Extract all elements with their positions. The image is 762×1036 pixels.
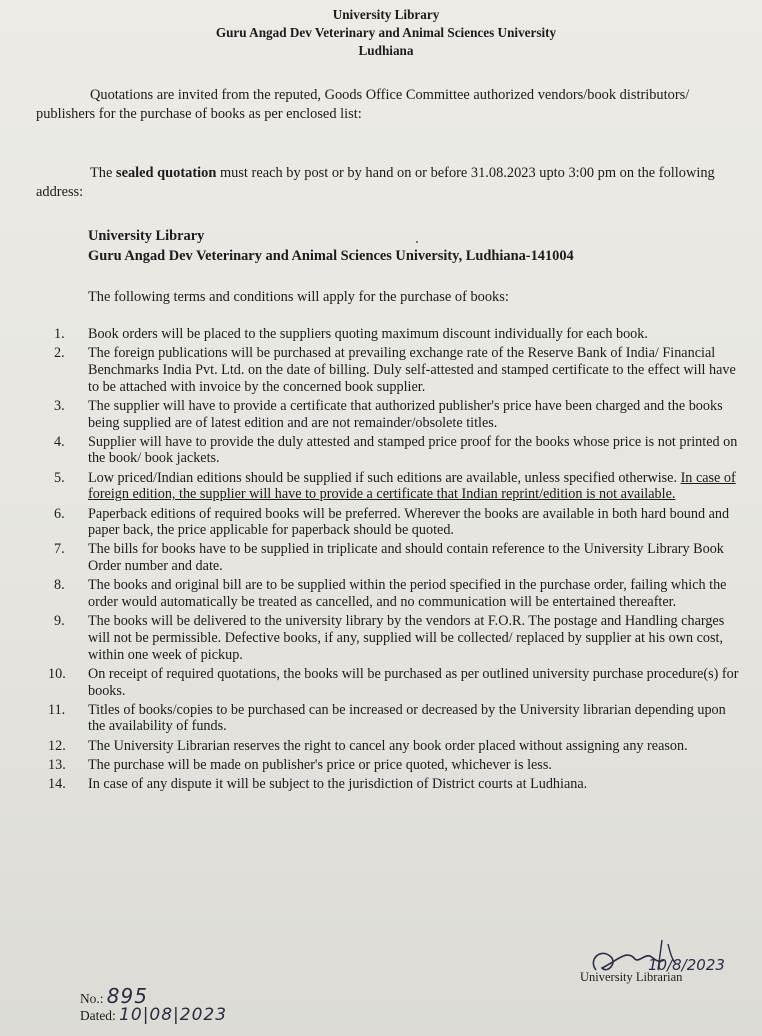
term-number: 3. (54, 397, 65, 414)
term-item (40, 398, 740, 431)
reference-number-value: 895 (106, 984, 148, 1008)
document-header (0, 6, 762, 60)
term-number: 2. (54, 345, 65, 362)
term-item (40, 434, 740, 467)
term-text: Supplier will have to provide the duly attested and stamped price proof for the books whose price is not printed on the book/ book jackets. (88, 433, 738, 467)
term-item (40, 776, 740, 793)
term-item (40, 613, 740, 663)
term-text: The University Librarian reserves the right to cancel any book order placed without assigning any reason. (88, 737, 688, 754)
term-item (40, 666, 740, 699)
term-number: 8. (54, 577, 65, 594)
intro-paragraph: Quotations are invited from the reputed, Goods Office Committee authorized vendors/book distributors/ publishers for the purchase of books as per enclosed list: (36, 87, 690, 122)
term-text: The bills for books have to be supplied in triplicate and should contain reference to the University Library Book Order number and date. (88, 541, 724, 575)
sealed-text-before: The (90, 165, 116, 181)
term-number: 7. (54, 541, 65, 558)
term-number: 4. (54, 433, 65, 450)
term-text-underlined: In case of foreign edition, the supplier will have to provide a certificate that Indian reprint/edition is not available. (88, 469, 736, 503)
term-item (40, 326, 740, 343)
term-number: 14. (48, 776, 66, 793)
header-city: Ludhiana (358, 43, 414, 58)
signature-handwritten-date: 10/8/2023 (648, 956, 725, 974)
term-text: Low priced/Indian editions should be supplied if such editions are available, unless specified otherwise. (88, 469, 681, 486)
term-text: Titles of books/copies to be purchased can be increased or decreased by the University librarian depending upon the availability of funds. (88, 701, 726, 735)
term-text: The supplier will have to provide a certificate that authorized publisher's price have been charged and the books being supplied are of latest edition and are not remainder/obsolete titles. (88, 397, 723, 431)
term-item (40, 506, 740, 539)
terms-intro: The following terms and conditions will apply for the purchase of books: (88, 289, 509, 305)
term-text: On receipt of required quotations, the books will be purchased as per outlined university purchase procedure(s) for books. (88, 665, 739, 699)
term-item (40, 541, 740, 574)
terms-list (40, 326, 740, 795)
term-number: 12. (48, 737, 66, 754)
term-item (40, 577, 740, 610)
header-library-name: University Library (332, 7, 440, 22)
term-number: 13. (48, 756, 66, 773)
term-text: The books will be delivered to the university library by the vendors at F.O.R. The postage and Handling charges will not be permissible. Defective books, if any, supplied will be collected/ replaced by supplier at his own cost, within one week of pickup. (88, 613, 725, 663)
delivery-address (88, 226, 728, 266)
sealed-quotation-paragraph (36, 164, 740, 202)
address-line-university: Guru Angad Dev Veterinary and Animal Sciences University, Ludhiana-141004 (88, 248, 574, 264)
term-number: 11. (48, 701, 66, 718)
reference-date-value: 10|08|2023 (119, 1005, 228, 1025)
term-number: 5. (54, 469, 65, 486)
sealed-text-after: must reach by post or by hand on or before 31.08.2023 upto 3:00 pm on the following address: (36, 165, 715, 200)
term-item (40, 738, 740, 755)
reference-date (80, 1005, 227, 1025)
term-item (40, 702, 740, 735)
term-text: Book orders will be placed to the suppliers quoting maximum discount individually for each book. (88, 326, 648, 342)
term-text: In case of any dispute it will be subject to the jurisdiction of District courts at Ludhiana. (88, 776, 588, 793)
address-line-library: University Library (88, 228, 205, 244)
term-item (40, 470, 740, 503)
term-number: 6. (54, 505, 65, 522)
term-item (40, 757, 740, 774)
sealed-text-bold: sealed quotation (115, 165, 217, 181)
ink-dot (416, 241, 418, 243)
term-number: 1. (54, 326, 65, 342)
term-number: 10. (48, 665, 66, 682)
signatory-title: University Librarian (580, 970, 683, 984)
term-text: The books and original bill are to be supplied within the period specified in the purchase order, failing which the order would automatically be treated as cancelled, and no communication will be entertained thereafter. (88, 577, 727, 611)
term-item (40, 345, 740, 395)
header-university-name: Guru Angad Dev Veterinary and Animal Sciences University (215, 25, 557, 40)
reference-date-label: Dated: (80, 1008, 116, 1023)
librarian-signature (578, 930, 738, 1000)
term-text: Paperback editions of required books will be preferred. Wherever the books are available in both hard bound and paper back, the price applicable for paperback should be quoted. (88, 505, 730, 539)
reference-number-label: No.: (80, 991, 104, 1006)
term-text: The purchase will be made on publisher's price or price quoted, whichever is less. (88, 756, 552, 773)
term-text: The foreign publications will be purchased at prevailing exchange rate of the Reserve Bank of India/ Financial Benchmarks India Pvt. Ltd. on the date of billing. Duly self-attested and stamped certificate to the effect will have to be attached with invoice by the concerned book supplier. (88, 345, 736, 395)
term-number: 9. (54, 613, 65, 630)
